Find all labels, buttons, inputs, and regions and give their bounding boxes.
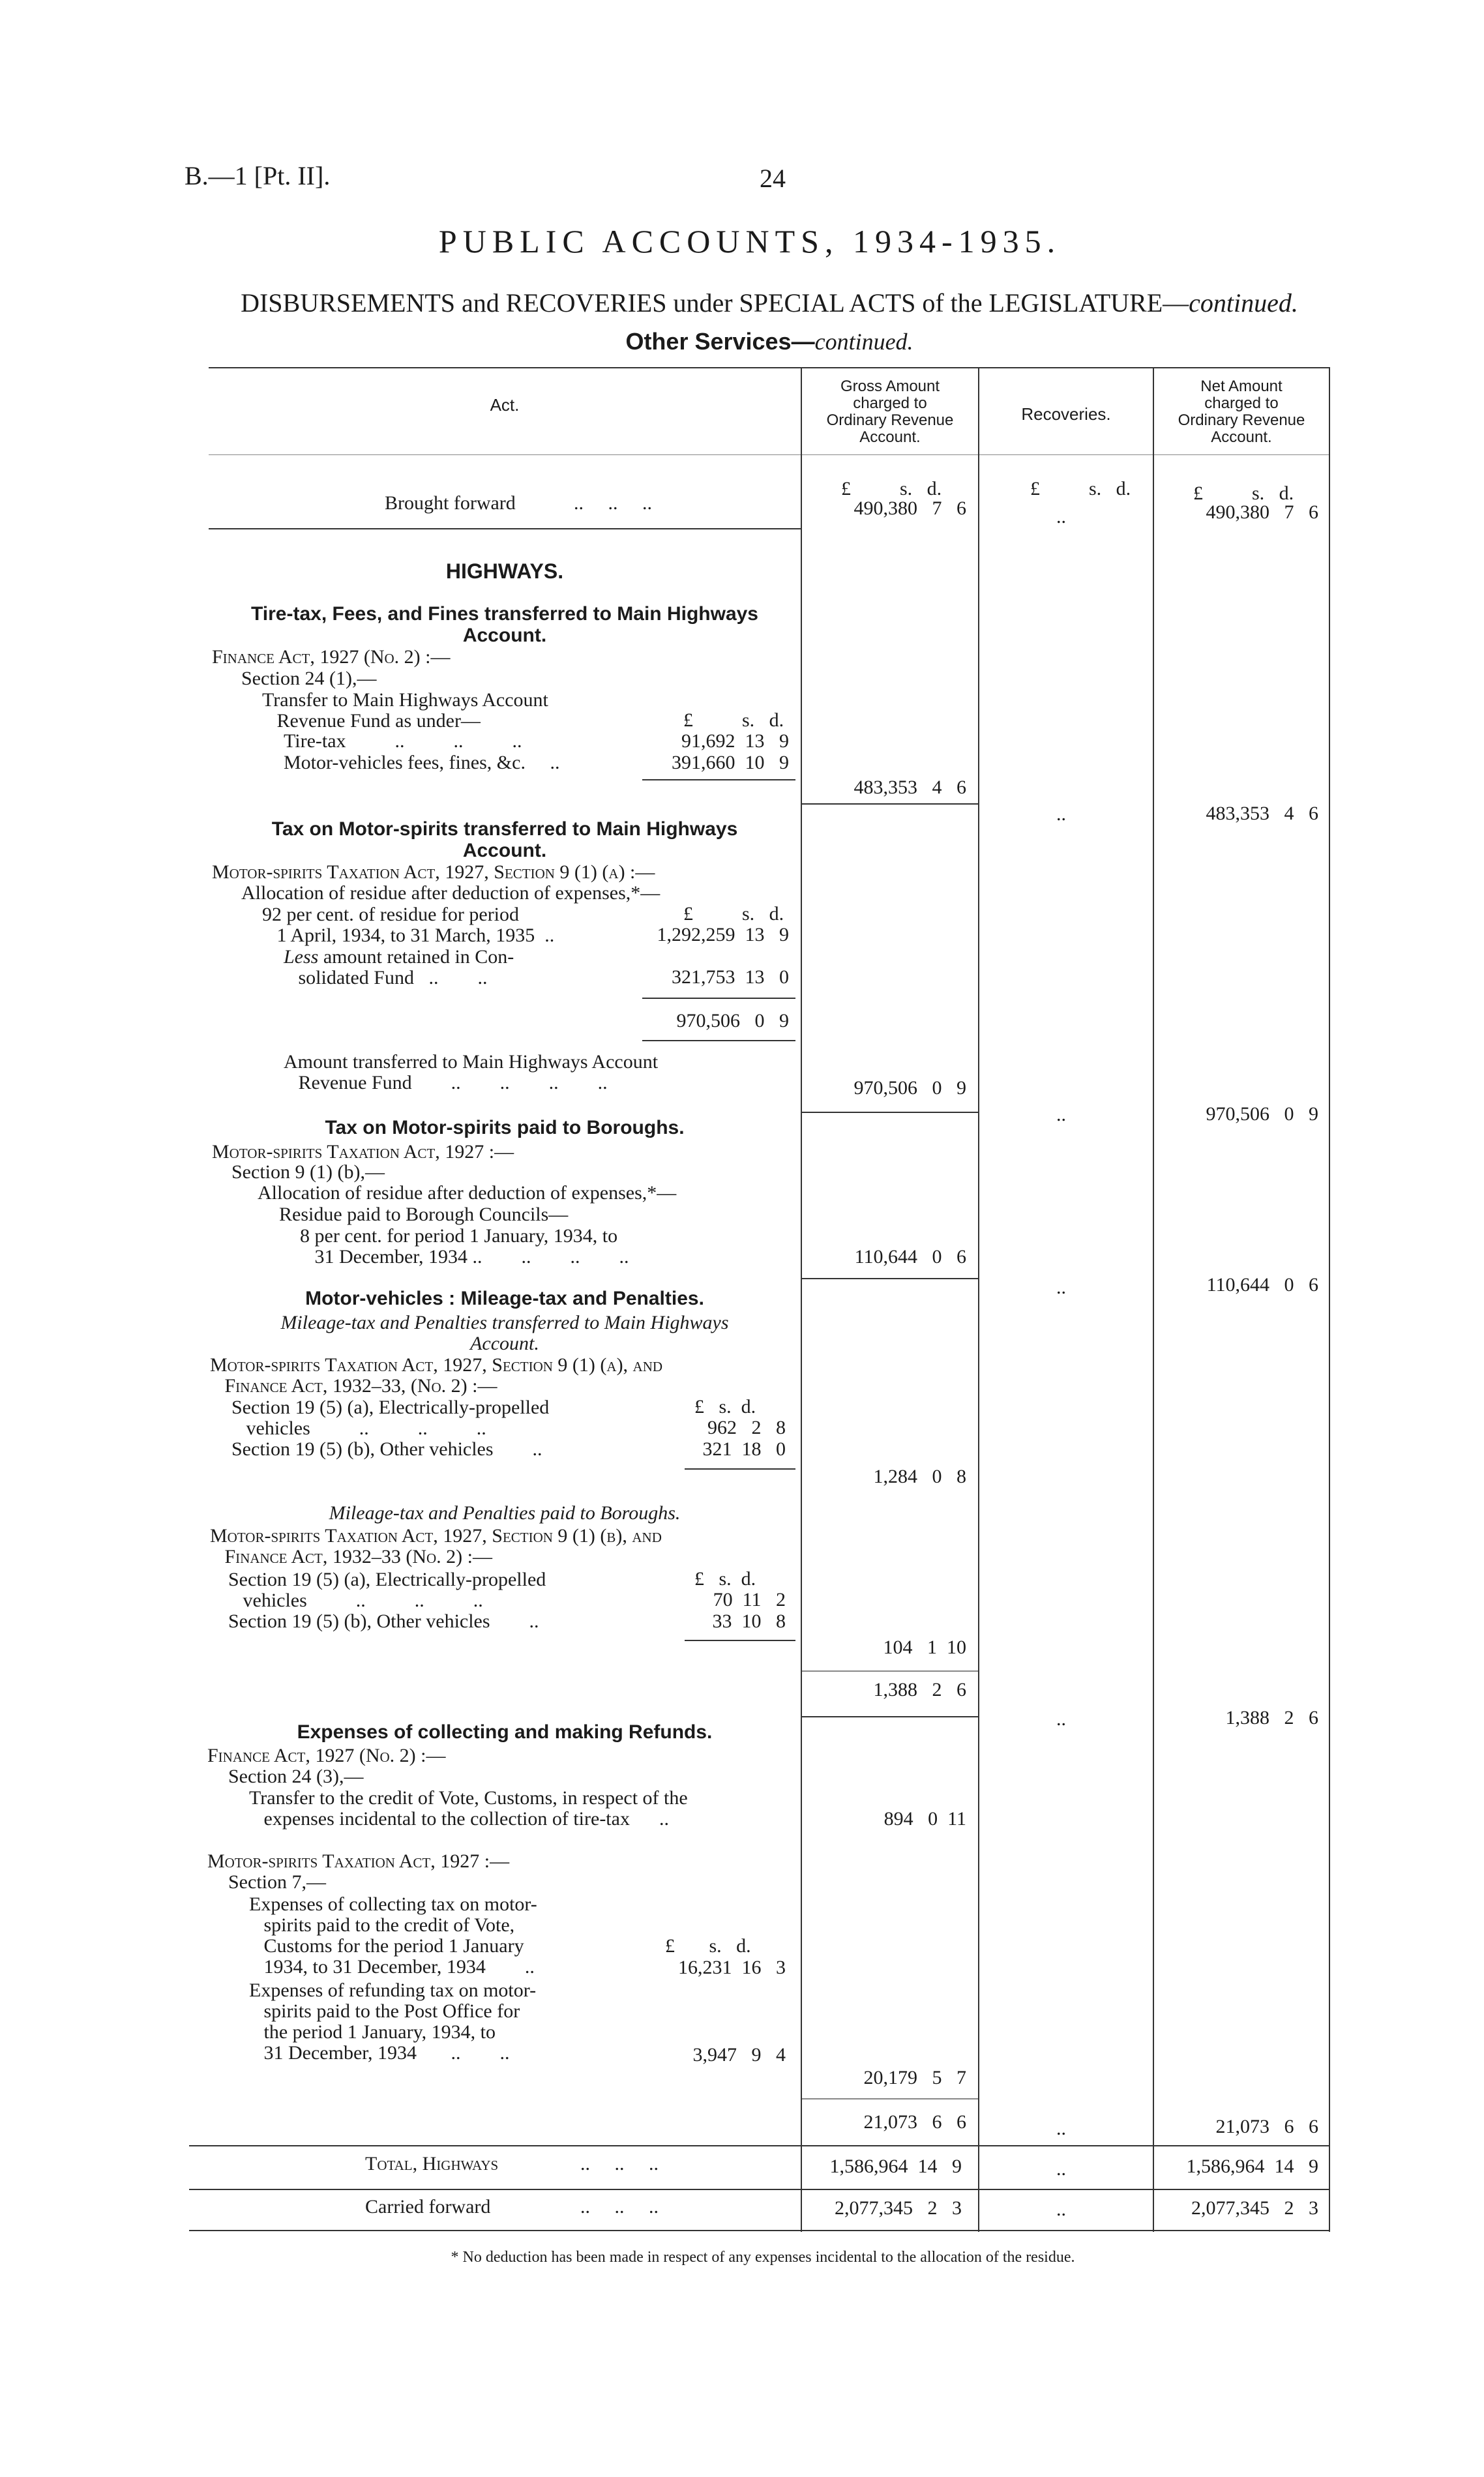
gross-rule-1	[802, 803, 978, 805]
mileage-act2: Motor-spirits Taxation Act, 1927, Section 9 (1) (b), and Finance Act, 1932–33 (No. 2) :—	[210, 1525, 662, 1568]
brought-forward-dots: .. .. ..	[574, 492, 652, 514]
tire-subrule	[642, 779, 795, 780]
spirits-transferred-label: Amount transferred to Main Highways Account Revenue Fund .. .. .. ..	[284, 1051, 659, 1094]
carried-forward-recoveries: ..	[1056, 2199, 1066, 2220]
gross-rule-4	[802, 1716, 978, 1717]
spirits-percent-amount: 1,292,259 13 9	[657, 924, 789, 945]
mileage-gross: 1,388 2 6	[873, 1679, 966, 1700]
total-highways-gross: 1,586,964 14 9	[829, 2156, 962, 2177]
tire-tax-amount: 91,692 13 9	[681, 730, 789, 752]
subtitle-continued: continued.	[1189, 288, 1298, 318]
brought-forward-net: 490,380 7 6	[1206, 501, 1318, 523]
highways-heading: HIGHWAYS.	[445, 559, 564, 583]
expenses-transfer-amount: 894 0 11	[883, 1808, 966, 1830]
tire-act: Finance Act, 1927 (No. 2) :—	[212, 646, 451, 668]
col-header-act: Act.	[490, 395, 520, 415]
spirits-allocation: Allocation of residue after deduction of expenses,*—	[241, 882, 660, 904]
brought-forward-gross: 490,380 7 6	[853, 497, 966, 519]
expenses-section2: Section 7,—	[228, 1871, 326, 1893]
col-header-recoveries: Recoveries.	[1021, 404, 1111, 424]
spirits-subrule-1	[642, 998, 795, 999]
header-rule	[209, 454, 1330, 455]
expenses-section7-total: 20,179 5 7	[863, 2067, 966, 2088]
spirits-heading: Tax on Motor-spirits transferred to Main Highways Account.	[271, 818, 738, 861]
total-highways-dots: .. .. ..	[580, 2153, 659, 2174]
carried-forward-dots: .. .. ..	[580, 2196, 659, 2217]
mileage-s2a-amount: 70 11 2	[713, 1589, 786, 1610]
mileage-sub1: Mileage-tax and Penalties transferred to Main Highways Account.	[280, 1312, 729, 1355]
tire-transfer: Transfer to Main Highways Account Revenue Fund as under—	[262, 689, 548, 732]
expenses-collecting-amount: 16,231 16 3	[678, 1957, 786, 1978]
spirits-act: Motor-spirits Taxation Act, 1927, Section 9 (1) (a) :—	[212, 861, 655, 883]
expenses-heading: Expenses of collecting and making Refunds.	[297, 1721, 713, 1743]
mileage-s1a-amount: 962 2 8	[707, 1417, 786, 1438]
boroughs-recoveries: ..	[1056, 1277, 1066, 1298]
tire-gross: 483,353 4 6	[853, 777, 966, 798]
carried-forward-label: Carried forward	[365, 2196, 491, 2217]
total-rule-top	[189, 2145, 1330, 2146]
spirits-net: 970,506 0 9	[1206, 1103, 1318, 1125]
recoveries-lsd-head: £ s. d.	[1030, 478, 1131, 499]
mileage-s2b-amount: 33 10 8	[712, 1610, 786, 1632]
boroughs-heading: Tax on Motor-spirits paid to Boroughs.	[325, 1117, 685, 1138]
footnote: * No deduction has been made in respect of any expenses incidental to the allocation of the residue.	[451, 2249, 1075, 2266]
mileage-lsd-head-1: £ s. d.	[694, 1396, 756, 1417]
boroughs-net: 110,644 0 6	[1206, 1274, 1318, 1296]
gross-lsd-head: £ s. d.	[841, 478, 942, 499]
spirits-less-label	[284, 947, 514, 988]
spirits-less-word: Less	[284, 946, 319, 968]
spirits-less-rest: amount retained in Con- solidated Fund .. ..	[298, 946, 514, 989]
net-lsd-head: £ s. d.	[1193, 482, 1294, 504]
col-header-net: Net Amount charged to Ordinary Revenue Account.	[1178, 378, 1305, 446]
brought-forward-label: Brought forward	[385, 492, 516, 514]
page-subtitle	[170, 290, 1369, 316]
spirits-subtotal: 970,506 0 9	[676, 1010, 789, 1031]
spirits-gross: 970,506 0 9	[853, 1077, 966, 1099]
mileage-recoveries: ..	[1056, 1708, 1066, 1730]
gross-rule-2	[802, 1112, 978, 1113]
col-rule-2	[978, 367, 979, 2232]
gross-rule-3	[802, 1278, 978, 1279]
expenses-recoveries: ..	[1056, 2118, 1066, 2139]
section-text: Other Services—	[625, 328, 815, 355]
mileage-s1a-label: Section 19 (5) (a), Electrically-propelled vehicles .. .. ..	[231, 1397, 550, 1440]
mileage-lsd-head-2: £ s. d.	[694, 1568, 756, 1590]
total-rule-bottom	[189, 2189, 1330, 2190]
expenses-refunding-amount: 3,947 9 4	[692, 2044, 786, 2066]
total-highways-label: Total, Highways	[365, 2153, 499, 2174]
fees-label: Motor-vehicles fees, fines, &c. ..	[284, 752, 560, 773]
section-continued: continued.	[814, 329, 913, 355]
mileage-subrule-2	[685, 1640, 795, 1641]
expenses-act2: Motor-spirits Taxation Act, 1927 :—	[207, 1850, 510, 1872]
subtitle-text: DISBURSEMENTS and RECOVERIES under SPECIAL ACTS of the LEGISLATURE—	[241, 288, 1189, 318]
tire-recoveries: ..	[1056, 803, 1066, 825]
section-title	[522, 330, 1017, 353]
spirits-percent-label: 92 per cent. of residue for period 1 April, 1934, to 31 March, 1935 ..	[262, 904, 555, 947]
mileage-s2b-label: Section 19 (5) (b), Other vehicles ..	[228, 1610, 539, 1632]
carried-rule	[189, 2230, 1330, 2231]
mileage-s1b-label: Section 19 (5) (b), Other vehicles ..	[231, 1438, 542, 1460]
tire-heading: Tire-tax, Fees, and Fines transferred to Main Highways Account.	[251, 603, 758, 646]
expenses-lsd-head: £ s. d.	[665, 1935, 751, 1957]
fees-amount: 391,660 10 9	[672, 752, 789, 773]
boroughs-act: Motor-spirits Taxation Act, 1927 :—	[212, 1141, 514, 1163]
spirits-subrule-2	[642, 1040, 795, 1041]
carried-forward-net: 2,077,345 2 3	[1191, 2197, 1318, 2219]
tire-section: Section 24 (1),—	[241, 668, 377, 689]
expenses-act1: Finance Act, 1927 (No. 2) :—	[207, 1745, 446, 1766]
brought-forward-recoveries: ..	[1056, 506, 1066, 527]
expenses-gross: 21,073 6 6	[863, 2111, 966, 2133]
boroughs-detail: 8 per cent. for period 1 January, 1934, to 31 December, 1934 .. .. .. ..	[300, 1225, 629, 1268]
mileage-s1b-amount: 321 18 0	[702, 1438, 786, 1460]
gross-rule-5a	[802, 2098, 978, 2099]
spirits-recoveries: ..	[1056, 1104, 1066, 1125]
bf-rule	[209, 528, 802, 529]
table-top-rule	[209, 367, 1330, 368]
carried-forward-gross: 2,077,345 2 3	[835, 2197, 962, 2219]
spirits-lsd-head: £ s. d.	[683, 903, 784, 925]
page-title: PUBLIC ACCOUNTS, 1934-1935.	[438, 223, 1061, 260]
mileage-net: 1,388 2 6	[1225, 1707, 1318, 1728]
mileage-heading: Motor-vehicles : Mileage-tax and Penalties.	[305, 1288, 704, 1309]
page-number: 24	[760, 164, 786, 193]
boroughs-gross: 110,644 0 6	[854, 1246, 966, 1268]
gross-rule-4a	[802, 1670, 978, 1672]
spirits-less-amount: 321,753 13 0	[672, 966, 789, 988]
mileage-s2a-label: Section 19 (5) (a), Electrically-propelled vehicles .. .. ..	[228, 1569, 546, 1612]
boroughs-allocation: Allocation of residue after deduction of expenses,*—	[258, 1182, 677, 1204]
mileage-sub2-total: 104 1 10	[883, 1637, 966, 1658]
expenses-refunding-label: Expenses of refunding tax on motor- spirits paid to the Post Office for the period 1 January, 1934, to 31 December, 1934 .. ..	[249, 1980, 537, 2064]
expenses-section1: Section 24 (3),—	[228, 1766, 364, 1787]
mileage-sub2: Mileage-tax and Penalties paid to Boroughs.	[329, 1502, 681, 1524]
boroughs-section: Section 9 (1) (b),—	[231, 1161, 385, 1183]
mileage-act1: Motor-spirits Taxation Act, 1927, Section 9 (1) (a), and Finance Act, 1932–33, (No. 2) :—	[210, 1354, 663, 1397]
mileage-sub1-total: 1,284 0 8	[873, 1466, 966, 1487]
total-highways-net: 1,586,964 14 9	[1186, 2156, 1318, 2177]
expenses-collecting-label: Expenses of collecting tax on motor- spirits paid to the credit of Vote, Customs for the period 1 January 1934, to 31 December, 1934 ..	[249, 1893, 537, 1978]
total-highways-recoveries: ..	[1056, 2158, 1066, 2180]
col-rule-3	[1153, 367, 1154, 2232]
tire-lsd-head: £ s. d.	[683, 709, 784, 731]
col-rule-1	[801, 367, 802, 2232]
tire-net: 483,353 4 6	[1206, 803, 1318, 824]
col-rule-4	[1329, 367, 1330, 2232]
tire-tax-label: Tire-tax .. .. ..	[284, 730, 522, 752]
expenses-net: 21,073 6 6	[1215, 2116, 1318, 2137]
mileage-subrule-1	[685, 1468, 795, 1470]
document-reference: B.—1 [Pt. II].	[185, 161, 331, 190]
boroughs-residue: Residue paid to Borough Councils—	[279, 1204, 569, 1225]
col-header-gross: Gross Amount charged to Ordinary Revenue Account.	[826, 378, 954, 446]
expenses-transfer: Transfer to the credit of Vote, Customs, in respect of the expenses incidental to the collection of tire-tax ..	[249, 1787, 688, 1830]
